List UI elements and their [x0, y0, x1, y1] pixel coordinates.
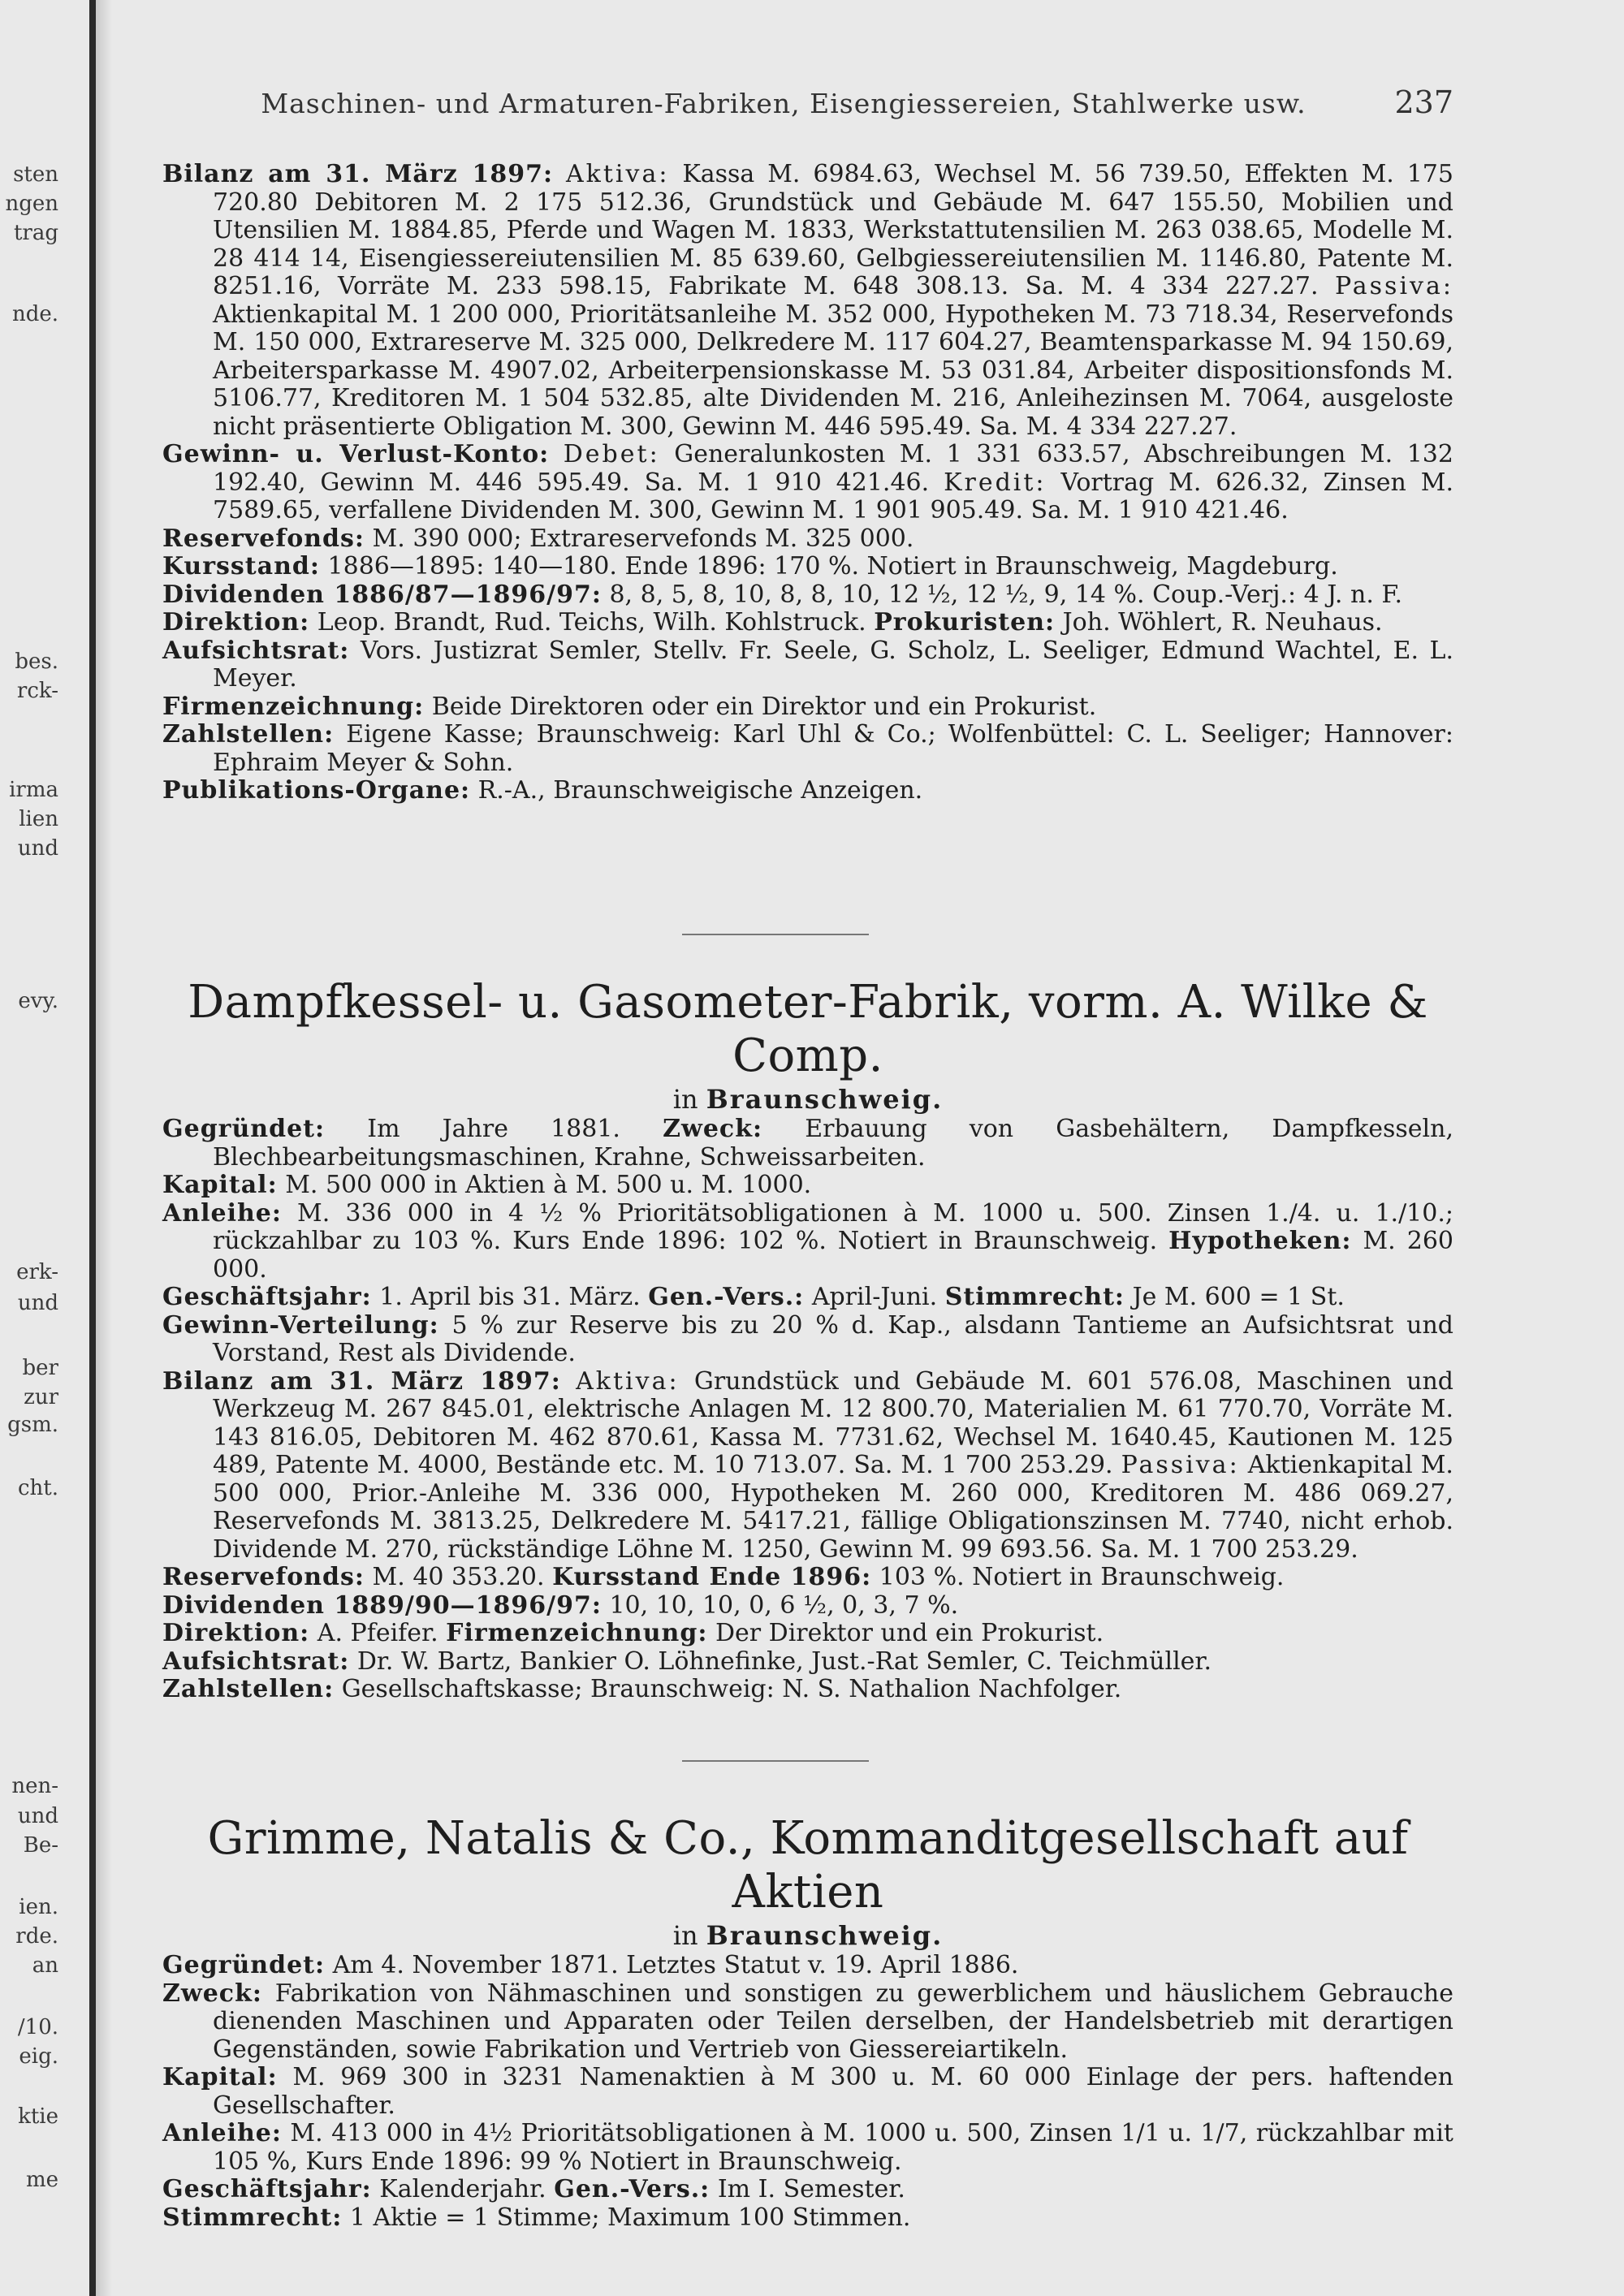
- stimmrecht-entry: [162, 2204, 1453, 2233]
- margin-fragment: lien: [19, 807, 58, 831]
- direktion-entry: [162, 609, 1453, 637]
- kapital-label: Kapital:: [162, 1171, 278, 1199]
- zahlstellen-label: Zahlstellen:: [162, 1675, 335, 1703]
- kapital-text: M. 969 300 in 3231 Namenaktien à M 300 u. M. 60 000 Einlage der pers. haftenden Gesellschafter.: [213, 2063, 1453, 2120]
- kredit-text: Vortrag M. 626.32, Zinsen M. 7589.65, verfallene Dividenden M. 300, Gewinn M. 1 901 905.49. Sa. M. 1 910 421.46.: [213, 468, 1453, 524]
- margin-fragment: ien.: [19, 1895, 58, 1919]
- stimmrecht-text: Je M. 600 = 1 St.: [1132, 1283, 1345, 1311]
- dividenden-entry: [162, 1592, 1453, 1621]
- section-divider: [682, 1760, 869, 1762]
- section-grimme-natalis: [162, 1812, 1453, 2232]
- publikation-label: Publikations-Organe:: [162, 776, 471, 805]
- page: [114, 0, 1624, 2296]
- running-head: Maschinen- und Armaturen-Fabriken, Eisengiessereien, Stahlwerke usw.: [261, 88, 1307, 119]
- genvers-label: Gen.-Vers.:: [554, 2175, 710, 2203]
- aktiva-label: Aktiva:: [576, 1366, 680, 1396]
- binding-gutter: [89, 0, 96, 2296]
- anleihe-text: M. 336 000 in 4 ½ % Prioritätsobligationen à M. 1000 u. 500. Zinsen 1./4. u. 1./10.; rückzahlbar zu 103 %. Kurs Ende 1896: 102 %. Notiert in Braunschweig.: [213, 1198, 1453, 1255]
- direktion-text: A. Pfeifer.: [317, 1619, 438, 1647]
- hypotheken-text: M. 260 000.: [213, 1227, 1453, 1284]
- dividenden-label: Dividenden 1886/87—1896/97:: [162, 580, 602, 609]
- geschaeftsjahr-entry: [162, 2176, 1453, 2204]
- kapital-entry: [162, 1172, 1453, 1200]
- company-location: [162, 1083, 1453, 1116]
- margin-fragment: gsm.: [7, 1413, 58, 1437]
- aktiva-text: Grundstück und Gebäude M. 601 576.08, Maschinen und Werkzeug M. 267 845.01, elektrische Anlagen M. 12 800.70, Materialien M. 61 770.70, Vorräte M. 143 816.05, Debitoren M. 462 870.61, Kassa M. 7731.62, Wechsel M. 1640.45, Kautionen M. 125 489, Patente M. 4000, Bestände etc. M. 10 713.07. Sa. M. 1 700 253.29.: [213, 1366, 1453, 1479]
- kurs-entry: [162, 553, 1453, 581]
- firmenzeichnung-text: Der Direktor und ein Prokurist.: [715, 1619, 1104, 1647]
- margin-fragment: und: [17, 1804, 58, 1828]
- location-prefix: in: [672, 1084, 698, 1115]
- genvers-text: Im I. Semester.: [717, 2175, 905, 2203]
- aufsichtsrat-text: Dr. W. Bartz, Bankier O. Löhnefinke, Just.-Rat Semler, C. Teichmüller.: [356, 1646, 1212, 1676]
- stimmrecht-label: Stimmrecht:: [162, 2203, 343, 2232]
- margin-fragment: irma: [9, 778, 58, 802]
- passiva-text: Aktienkapital M. 1 200 000, Prioritätsanleihe M. 352 000, Hypotheken M. 73 718.34, Reservefonds M. 150 000, Extrareserve M. 325 000, Delkredere M. 117 604.27, Beamtensparkasse M. 94 150.69, Arbeitersparkasse M. 4907.02, Arbeiterpensionskasse M. 53 031.84, Arbeiter dispositionsfonds M. 5106.77, Kreditoren M. 1 504 532.85, alte Dividenden M. 216, Anleihezinsen M. 7064, ausgeloste nicht präsentierte Obligation M. 300, Gewinn M. 446 595.49. Sa. M. 4 334 227.27.: [213, 300, 1453, 441]
- stimmrecht-text: 1 Aktie = 1 Stimme; Maximum 100 Stimmen.: [349, 2203, 911, 2232]
- debet-text: Generalunkosten M. 1 331 633.57, Abschreibungen M. 132 192.40, Gewinn M. 446 595.49. Sa. M. 1 910 421.46.: [213, 440, 1453, 497]
- kurs-text: 1886—1895: 140—180. Ende 1896: 170 %. Notiert in Braunschweig, Magdeburg.: [327, 552, 1338, 580]
- gewinnverteilung-entry: [162, 1312, 1453, 1368]
- zahlstellen-label: Zahlstellen:: [162, 720, 335, 749]
- margin-fragment: und: [17, 1291, 58, 1315]
- anleihe-entry: [162, 1200, 1453, 1284]
- zahlstellen-text: Gesellschaftskasse; Braunschweig: N. S. Nathalion Nachfolger.: [341, 1675, 1122, 1703]
- kurs-label: Kursstand Ende 1896:: [552, 1563, 872, 1591]
- reserve-entry: [162, 1564, 1453, 1592]
- publikation-entry: [162, 777, 1453, 805]
- margin-fragment: cht.: [17, 1476, 58, 1500]
- margin-fragment: rck-: [16, 679, 58, 703]
- gutter-shadow: [96, 0, 112, 2296]
- section-divider: [682, 934, 869, 935]
- genvers-label: Gen.-Vers.:: [648, 1283, 805, 1311]
- margin-fragment: me: [25, 2168, 58, 2192]
- genvers-text: April-Juni.: [811, 1283, 938, 1311]
- geschaeftsjahr-text: 1. April bis 31. März.: [379, 1283, 641, 1311]
- bilanz-entry: [162, 161, 1453, 441]
- company-location: [162, 1919, 1453, 1952]
- aufsichtsrat-entry: [162, 637, 1453, 693]
- geschaeftsjahr-text: Kalenderjahr.: [379, 2175, 546, 2203]
- bilanz-entry: [162, 1368, 1453, 1564]
- zweck-text: Erbauung von Gasbehältern, Dampfkesseln, Blechbearbeitungsmaschinen, Krahne, Schweissarbeiten.: [213, 1115, 1453, 1172]
- gv-entry: [162, 441, 1453, 525]
- zahlstellen-text: Eigene Kasse; Braunschweig: Karl Uhl & Co.; Wolfenbüttel: C. L. Seeliger; Hannover: Ephraim Meyer & Sohn.: [213, 720, 1453, 777]
- kapital-label: Kapital:: [162, 2063, 278, 2091]
- margin-fragment: ngen: [5, 192, 58, 216]
- zahlstellen-entry: [162, 721, 1453, 777]
- reserve-text: M. 40 353.20.: [372, 1563, 545, 1591]
- prokuristen-text: Joh. Wöhlert, R. Neuhaus.: [1062, 608, 1383, 637]
- location-city: Braunschweig.: [706, 1920, 944, 1951]
- passiva-text: Aktienkapital M. 500 000, Prior.-Anleihe M. 336 000, Hypotheken M. 260 000, Kreditoren M. 486 069.27, Reservefonds M. 3813.25, Delkredere M. 5417.21, fällige Obligationszinsen M. 7740, nicht erhob. Dividende M. 270, rückständige Löhne M. 1250, Gewinn M. 99 693.56. Sa. M. 1 700 253.29.: [213, 1451, 1453, 1564]
- aktiva-label: Aktiva:: [566, 160, 670, 188]
- firmenzeichnung-label: Firmenzeichnung:: [162, 692, 425, 721]
- anleihe-label: Anleihe:: [162, 1198, 282, 1228]
- gegruendet-entry: [162, 1952, 1453, 1980]
- gewinnverteilung-text: 5 % zur Reserve bis zu 20 % d. Kap., alsdann Tantieme an Aufsichtsrat und Vorstand, Rest als Dividende.: [213, 1310, 1453, 1367]
- kapital-entry: [162, 2064, 1453, 2120]
- publikation-text: R.-A., Braunschweigische Anzeigen.: [477, 776, 923, 805]
- stimmrecht-label: Stimmrecht:: [944, 1283, 1125, 1311]
- margin-fragment: eig.: [19, 2044, 58, 2069]
- margin-fragment: ktie: [18, 2104, 58, 2129]
- margin-fragment: trag: [13, 221, 58, 245]
- margin-fragment: zur: [24, 1385, 58, 1409]
- firmenzeichnung-text: Beide Direktoren oder ein Direktor und ein Prokurist.: [431, 692, 1097, 721]
- section-wilke: [162, 976, 1453, 1704]
- reserve-label: Reservefonds:: [162, 1563, 365, 1591]
- kurs-text: 103 %. Notiert in Braunschweig.: [879, 1563, 1285, 1591]
- gewinnverteilung-label: Gewinn-Verteilung:: [162, 1310, 439, 1340]
- location-prefix: in: [672, 1920, 698, 1951]
- margin-fragment: sten: [13, 162, 58, 187]
- margin-fragment: rde.: [15, 1924, 58, 1949]
- reserve-text: M. 390 000; Extrareservefonds M. 325 000.: [372, 524, 914, 553]
- kurs-label: Kursstand:: [162, 552, 320, 580]
- margin-fragment: /10.: [17, 2015, 58, 2039]
- zweck-label: Zweck:: [663, 1115, 763, 1143]
- margin-fragment: evy.: [18, 989, 58, 1013]
- direktion-entry: [162, 1620, 1453, 1648]
- anleihe-label: Anleihe:: [162, 2119, 282, 2147]
- gv-label: Gewinn- u. Verlust-Konto:: [162, 440, 550, 468]
- aufsichtsrat-label: Aufsichtsrat:: [162, 1646, 350, 1676]
- debet-label: Debet:: [563, 440, 660, 468]
- anleihe-text: M. 413 000 in 4½ Prioritätsobligationen à M. 1000 u. 500, Zinsen 1/1 u. 1/7, rückzahlbar mit 105 %, Kurs Ende 1896: 99 % Notiert in Braunschweig.: [213, 2119, 1453, 2176]
- margin-fragment: nen-: [11, 1774, 58, 1798]
- geschaeftsjahr-label: Geschäftsjahr:: [162, 2175, 372, 2203]
- company-title: Dampfkessel- u. Gasometer-Fabrik, vorm. A. Wilke & Comp.: [188, 976, 1428, 1082]
- section-continuation: [162, 161, 1453, 805]
- aufsichtsrat-entry: [162, 1648, 1453, 1677]
- zweck-text: Fabrikation von Nähmaschinen und sonstigen zu gewerblichem und häuslichem Gebrauche dienenden Maschinen und Apparaten oder Teilen derselben, der Handelsbetrieb mit derartigen Gegenständen, sowie Fabrikation und Vertrieb von Giessereiartikeln.: [213, 1979, 1453, 2064]
- reserve-label: Reservefonds:: [162, 524, 365, 553]
- direktion-label: Direktion:: [162, 1619, 310, 1647]
- margin-fragment: an: [32, 1953, 58, 1978]
- passiva-label: Passiva:: [1121, 1451, 1240, 1479]
- page-number: 237: [1394, 84, 1453, 120]
- zahlstellen-entry: [162, 1676, 1453, 1704]
- hypotheken-label: Hypotheken:: [1168, 1227, 1352, 1255]
- company-title: Grimme, Natalis & Co., Kommanditgesellschaft auf Aktien: [207, 1812, 1409, 1918]
- direktion-label: Direktion:: [162, 608, 310, 637]
- left-page-margin: [0, 0, 89, 2296]
- kredit-label: Kredit:: [944, 468, 1047, 497]
- reserve-entry: [162, 525, 1453, 554]
- zweck-label: Zweck:: [162, 1979, 262, 2008]
- anleihe-entry: [162, 2120, 1453, 2176]
- bilanz-label: Bilanz am 31. März 1897:: [162, 160, 554, 188]
- margin-fragment: und: [17, 836, 58, 861]
- aufsichtsrat-text: Vors. Justizrat Semler, Stellv. Fr. Seele, G. Scholz, L. Seeliger, Edmund Wachtel, E. L. Meyer.: [213, 636, 1454, 693]
- direktion-text: Leop. Brandt, Rud. Teichs, Wilh. Kohlstruck.: [317, 608, 866, 637]
- margin-fragment: ber: [22, 1356, 58, 1380]
- prokuristen-label: Prokuristen:: [874, 608, 1056, 637]
- gegruendet-text: Am 4. November 1871. Letztes Statut v. 19. April 1886.: [332, 1951, 1019, 1979]
- dividenden-entry: [162, 581, 1453, 610]
- dividenden-text: 10, 10, 10, 0, 6 ½, 0, 3, 7 %.: [609, 1590, 959, 1620]
- firmenzeichnung-entry: [162, 693, 1453, 722]
- geschaeftsjahr-entry: [162, 1284, 1453, 1312]
- margin-fragment: Be-: [23, 1833, 58, 1858]
- firmenzeichnung-label: Firmenzeichnung:: [446, 1619, 708, 1647]
- aktiva-text: Kassa M. 6984.63, Wechsel M. 56 739.50, Effekten M. 175 720.80 Debitoren M. 2 175 512.36, Grundstück und Gebäude M. 647 155.50, Mobilien und Utensilien M. 1884.85, Pferde und Wagen M. 1833, Werkstattutensilien M. 263 038.65, Modelle M. 28 414 14, Eisengiessereiutensilien M. 85 639.60, Gelbgiessereiutensilien M. 1146.80, Patente M. 8251.16, Vorräte M. 233 598.15, Fabrikate M. 648 308.13. Sa. M. 4 334 227.27.: [213, 160, 1453, 300]
- dividenden-label: Dividenden 1889/90—1896/97:: [162, 1590, 602, 1620]
- passiva-label: Passiva:: [1334, 272, 1453, 300]
- gegruendet-label: Gegründet:: [162, 1115, 326, 1143]
- dividenden-text: 8, 8, 5, 8, 10, 8, 8, 10, 12 ½, 12 ½, 9, 14 %. Coup.-Verj.: 4 J. n. F.: [609, 580, 1403, 609]
- location-city: Braunschweig.: [706, 1084, 944, 1115]
- margin-fragment: erk-: [16, 1260, 58, 1284]
- gegruendet-label: Gegründet:: [162, 1951, 326, 1979]
- geschaeftsjahr-label: Geschäftsjahr:: [162, 1283, 372, 1311]
- gegruendet-entry: [162, 1116, 1453, 1172]
- kapital-text: M. 500 000 in Aktien à M. 500 u. M. 1000.: [285, 1171, 812, 1199]
- margin-fragment: bes.: [15, 650, 58, 674]
- zweck-entry: [162, 1980, 1453, 2065]
- aufsichtsrat-label: Aufsichtsrat:: [162, 636, 350, 665]
- margin-fragment: nde.: [11, 302, 58, 326]
- gegruendet-text: Im Jahre 1881.: [367, 1115, 620, 1143]
- bilanz-label: Bilanz am 31. März 1897:: [162, 1366, 561, 1396]
